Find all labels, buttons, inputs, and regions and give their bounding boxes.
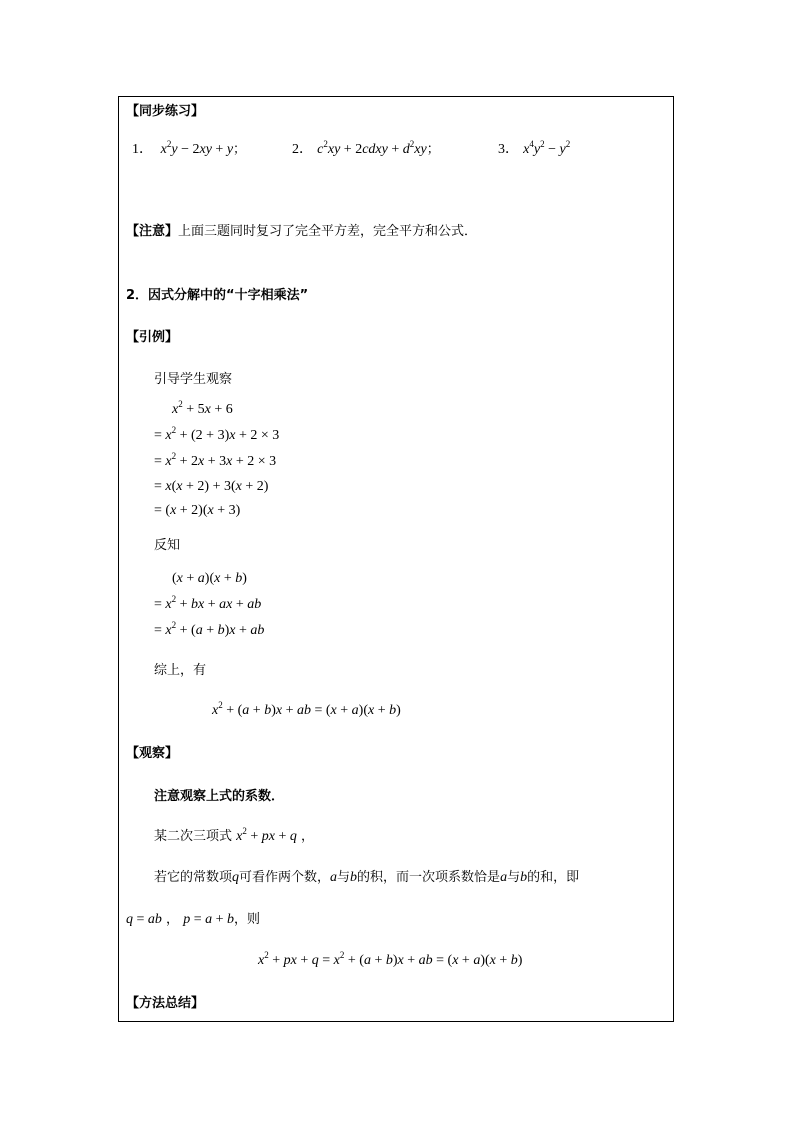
exercise-3 <box>498 139 571 158</box>
var-a-2: a <box>500 870 508 885</box>
final-formula: $x^2$ + px + $q = x^2 + (a + b)x$ + ab = (x + a)(x + b) <box>258 950 523 968</box>
derivation-line-4: = x(x + 2) + 3(x + 2) <box>154 479 269 494</box>
conclusion-formula: $x^2 + (a + b)x$ + ab = (x + a)(x + b) <box>212 700 401 718</box>
derivation-line-5: = (x + 2)(x + 3) <box>154 503 241 518</box>
exercise-1-number: 1． <box>132 142 153 157</box>
derivation-line-1: $x^2 + 5x + 6$ <box>172 399 233 417</box>
exercise-3-expression: $x^4y^2 - y^2$ <box>523 139 571 157</box>
converse-line-2: = $x^2$ + bx + ax + ab <box>154 594 262 612</box>
exercise-1-expression: $x^2y - 2xy + y$ <box>160 139 234 157</box>
para-part-4: 的积，而一次项系数恰是 <box>357 870 501 885</box>
converse-line-1: (x + a)(x + b) <box>172 571 247 586</box>
exercise-2 <box>292 139 440 158</box>
example-heading: 【引例】 <box>126 330 179 345</box>
converse-label: 反知 <box>154 538 181 553</box>
var-q: q <box>232 870 240 885</box>
p-equals-a-plus-b: p = a + b <box>183 912 235 927</box>
conclusion-label: 综上，有 <box>154 663 207 678</box>
note-line <box>126 224 477 240</box>
note-text: 上面三题同时复习了完全平方差，完全平方和公式． <box>178 224 478 239</box>
para-part-5: 与 <box>507 870 521 885</box>
example-intro: 引导学生观察 <box>154 372 233 387</box>
var-b: b <box>350 870 358 885</box>
trinomial-suffix: ， <box>301 829 315 844</box>
coefficient-paragraph <box>154 870 579 886</box>
q-p-definition <box>126 912 260 928</box>
exercise-3-number: 3． <box>498 142 519 157</box>
exercise-2-number: 2． <box>292 142 313 157</box>
note-label: 【注意】 <box>126 224 179 239</box>
trinomial-expression: $x^2$ + px + q <box>236 826 297 844</box>
observe-bold-line: 注意观察上式的系数． <box>154 789 285 804</box>
observe-heading: 【观察】 <box>126 746 179 761</box>
sync-practice-heading: 【同步练习】 <box>126 104 205 119</box>
trinomial-prefix: 某二次三项式 <box>154 829 233 844</box>
converse-line-3: = $x^2 + (a + b)x$ + ab <box>154 620 265 638</box>
exercise-2-expression: $c^2xy$ + 2cdxy + $d^2xy$ <box>317 139 427 157</box>
var-a: a <box>330 870 338 885</box>
para-part-2: 可看作两个数， <box>239 870 331 885</box>
para-part-1: 若它的常数项 <box>154 870 233 885</box>
then-separator: ， <box>166 912 180 927</box>
para-part-3: 与 <box>337 870 351 885</box>
trinomial-line <box>154 826 315 845</box>
exercise-1-suffix: ； <box>233 142 247 157</box>
section-2-title: 2．因式分解中的“十字相乘法” <box>126 288 309 303</box>
exercise-1 <box>132 139 247 158</box>
exercise-2-suffix: ； <box>426 142 440 157</box>
para-part-6: 的和，即 <box>527 870 580 885</box>
var-b-2: b <box>520 870 528 885</box>
q-equals-ab: q = ab <box>126 912 162 927</box>
derivation-line-2: = $x^2 + (2 + 3)x + 2 \times 3$ <box>154 425 280 443</box>
method-summary-heading: 【方法总结】 <box>126 996 205 1011</box>
derivation-line-3: = $x^2 + 2x + 3x + 2 \times 3$ <box>154 451 277 469</box>
then-word: ，则 <box>234 912 261 927</box>
